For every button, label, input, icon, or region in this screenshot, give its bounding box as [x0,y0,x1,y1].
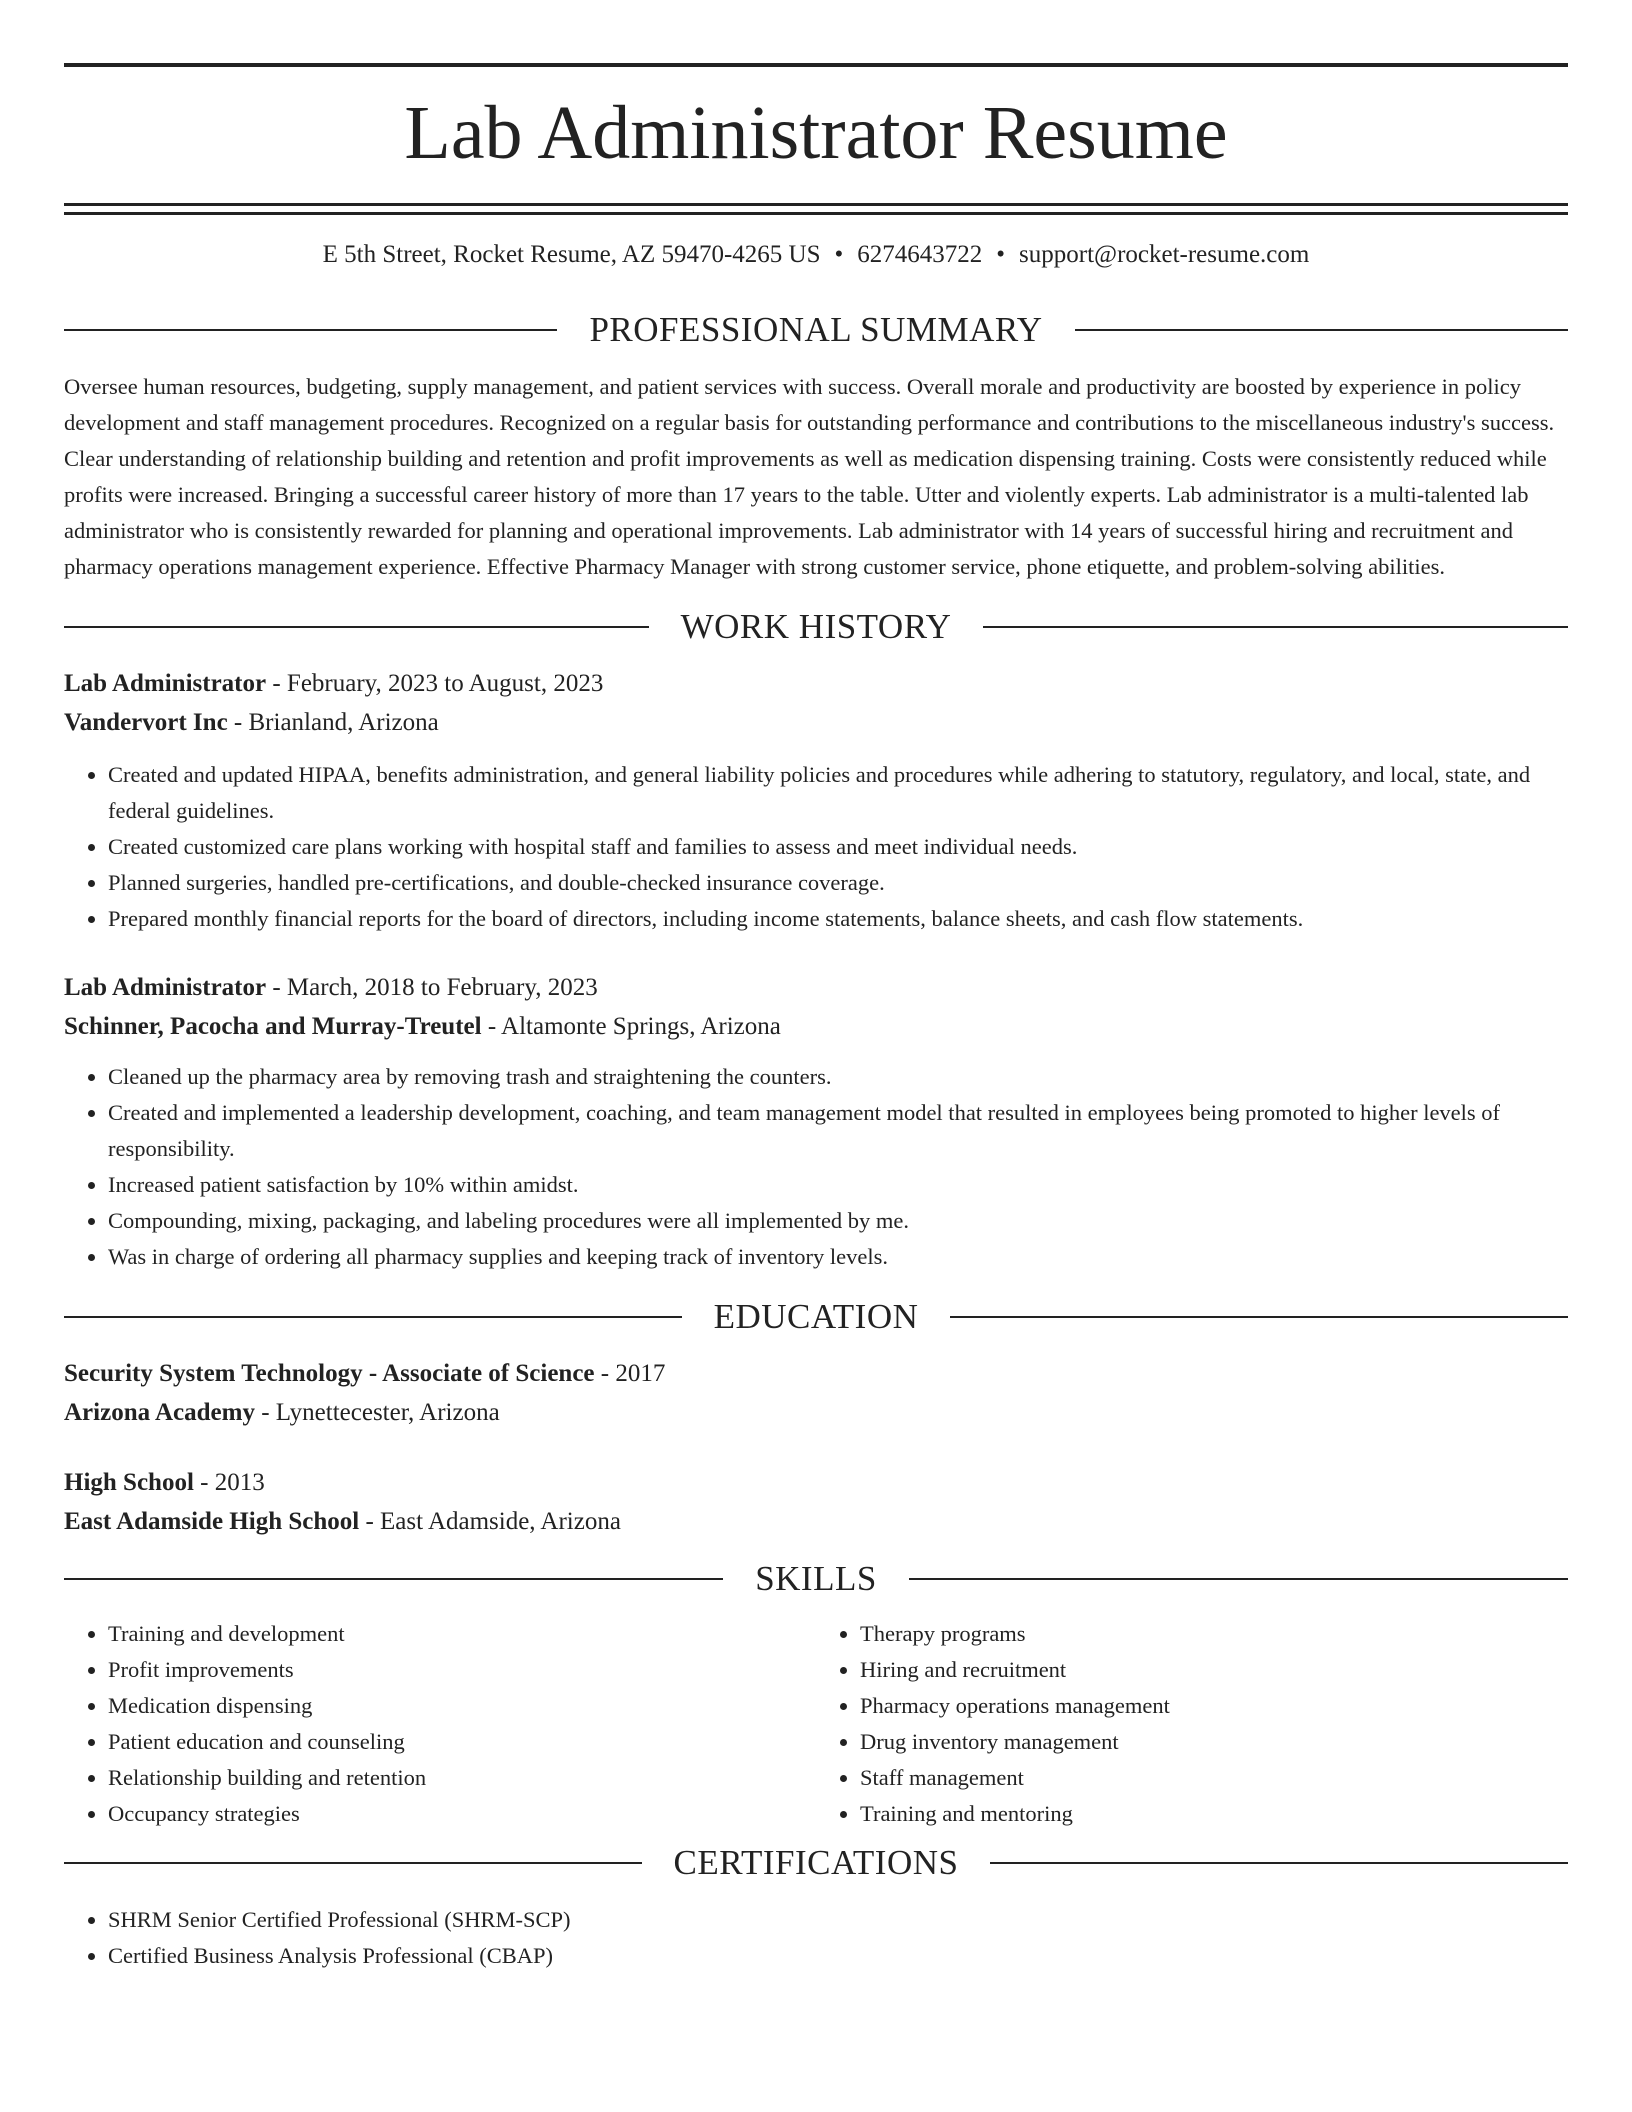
section-rule [1075,329,1568,331]
contact-address: E 5th Street, Rocket Resume, AZ 59470-4265 US [322,241,821,268]
education-degree: Security System Technology - Associate of Science [64,1360,595,1387]
job-dates: - February, 2023 to August, 2023 [266,670,604,697]
list-item: • Pharmacy operations management [860,1688,1568,1724]
job-location: - Brianland, Arizona [227,709,439,736]
list-item: • Planned surgeries, handled pre-certifications, and double-checked insurance coverage. [108,865,1568,901]
job-role: Lab Administrator [64,974,267,1001]
list-item: • Profit improvements [108,1652,816,1688]
list-item: • Staff management [860,1760,1568,1796]
list-item: • Occupancy strategies [108,1796,816,1832]
contact-separator: • [834,241,844,268]
section-header-certifications [64,1838,1568,1888]
education-school: East Adamside High School [64,1508,360,1535]
list-item: • SHRM Senior Certified Professional (SHRM-SCP) [108,1902,1568,1938]
education-entry [64,1463,1568,1541]
section-title-education: EDUCATION [713,1297,919,1336]
section-rule [64,626,649,628]
list-item: • Hiring and recruitment [860,1652,1568,1688]
section-title-skills: SKILLS [755,1559,877,1598]
section-header-education [64,1292,1568,1342]
job-company-line [64,1007,1568,1046]
resume-title: Lab Administrator Resume [404,91,1228,175]
list-item: • Medication dispensing [108,1688,816,1724]
contact-phone: 6274643722 [857,241,983,268]
job-title-line [64,968,1568,1007]
education-location: - East Adamside, Arizona [359,1508,621,1535]
contact-line [64,237,1568,273]
job-bullets [64,1059,1568,1275]
top-rule [64,63,1568,67]
list-item: • Created customized care plans working with hospital staff and families to assess and meet individual needs. [108,829,1568,865]
list-item: • Certified Business Analysis Professional (CBAP) [108,1938,1568,1974]
contact-email: support@rocket-resume.com [1019,241,1310,268]
list-item: • Drug inventory management [860,1724,1568,1760]
list-item: • Compounding, mixing, packaging, and labeling procedures were all implemented by me. [108,1203,1568,1239]
job-dates: - March, 2018 to February, 2023 [266,974,598,1001]
job-entry [64,968,1568,1275]
list-item: • Created and implemented a leadership development, coaching, and team management model that resulted in employees being promoted to higher levels of responsibility. [108,1095,1568,1167]
education-degree-line [64,1354,1568,1393]
section-header-summary [64,305,1568,355]
list-item: • Increased patient satisfaction by 10% within amidst. [108,1167,1568,1203]
section-rule [64,329,557,331]
education-year: - 2013 [193,1469,265,1496]
section-header-work [64,602,1568,652]
summary-paragraph: Oversee human resources, budgeting, supply management, and patient services with success. Overall morale and productivity are boosted by experience in policy development and staff management procedures. Recognized on a regular basis for outstanding performance and contributions to the miscellaneous industry's success. Clear understanding of relationship building and retention and profit improvements as well as medication dispensing training. Costs were consistently reduced while profits were increased. Bringing a successful career history of more than 17 years to the table. Utter and violently experts. Lab administrator is a multi-talented lab administrator who is consistently rewarded for planning and operational improvements. Lab administrator with 14 years of successful hiring and recruitment and pharmacy operations management experience. Effective Pharmacy Manager with strong customer service, phone etiquette, and problem-solving abilities. [64,374,1555,579]
section-rule [64,1578,723,1580]
list-item: • Therapy programs [860,1616,1568,1652]
job-location: - Altamonte Springs, Arizona [481,1013,781,1040]
job-company: Schinner, Pacocha and Murray-Treutel [64,1013,482,1040]
skills-list-left [64,1616,816,1832]
job-company: Vandervort Inc [64,709,228,736]
education-degree: High School [64,1469,194,1496]
list-item: • Was in charge of ordering all pharmacy supplies and keeping track of inventory levels. [108,1239,1568,1275]
list-item: • Cleaned up the pharmacy area by removing trash and straightening the counters. [108,1059,1568,1095]
section-rule [983,626,1568,628]
education-school: Arizona Academy [64,1399,255,1426]
education-location: - Lynettecester, Arizona [254,1399,500,1426]
section-rule [950,1316,1568,1318]
education-entry [64,1354,1568,1432]
skills-columns [64,1616,1568,1832]
certifications-list [64,1902,1568,1974]
list-item: • Relationship building and retention [108,1760,816,1796]
contact-separator: • [996,241,1006,268]
job-entry [64,664,1568,937]
section-title-certifications: CERTIFICATIONS [673,1843,959,1882]
section-rule [64,1316,682,1318]
section-header-skills [64,1554,1568,1604]
education-school-line [64,1393,1568,1432]
section-rule [909,1578,1568,1580]
list-item: • Created and updated HIPAA, benefits administration, and general liability policies and procedures while adhering to statutory, regulatory, and local, state, and federal guidelines. [108,757,1568,829]
job-bullets [64,757,1568,937]
job-title-line [64,664,1568,703]
section-rule [990,1862,1568,1864]
section-title-summary: PROFESSIONAL SUMMARY [589,310,1043,349]
section-rule [64,1862,642,1864]
education-year: - 2017 [594,1360,666,1387]
list-item: • Training and mentoring [860,1796,1568,1832]
job-company-line [64,703,1568,742]
skills-list-right [816,1616,1568,1832]
title-double-rule [64,203,1568,215]
list-item: • Patient education and counseling [108,1724,816,1760]
education-degree-line [64,1463,1568,1502]
list-item: • Prepared monthly financial reports for the board of directors, including income statements, balance sheets, and cash flow statements. [108,901,1568,937]
list-item: • Training and development [108,1616,816,1652]
education-school-line [64,1502,1568,1541]
job-role: Lab Administrator [64,670,267,697]
section-title-work: WORK HISTORY [680,607,952,646]
